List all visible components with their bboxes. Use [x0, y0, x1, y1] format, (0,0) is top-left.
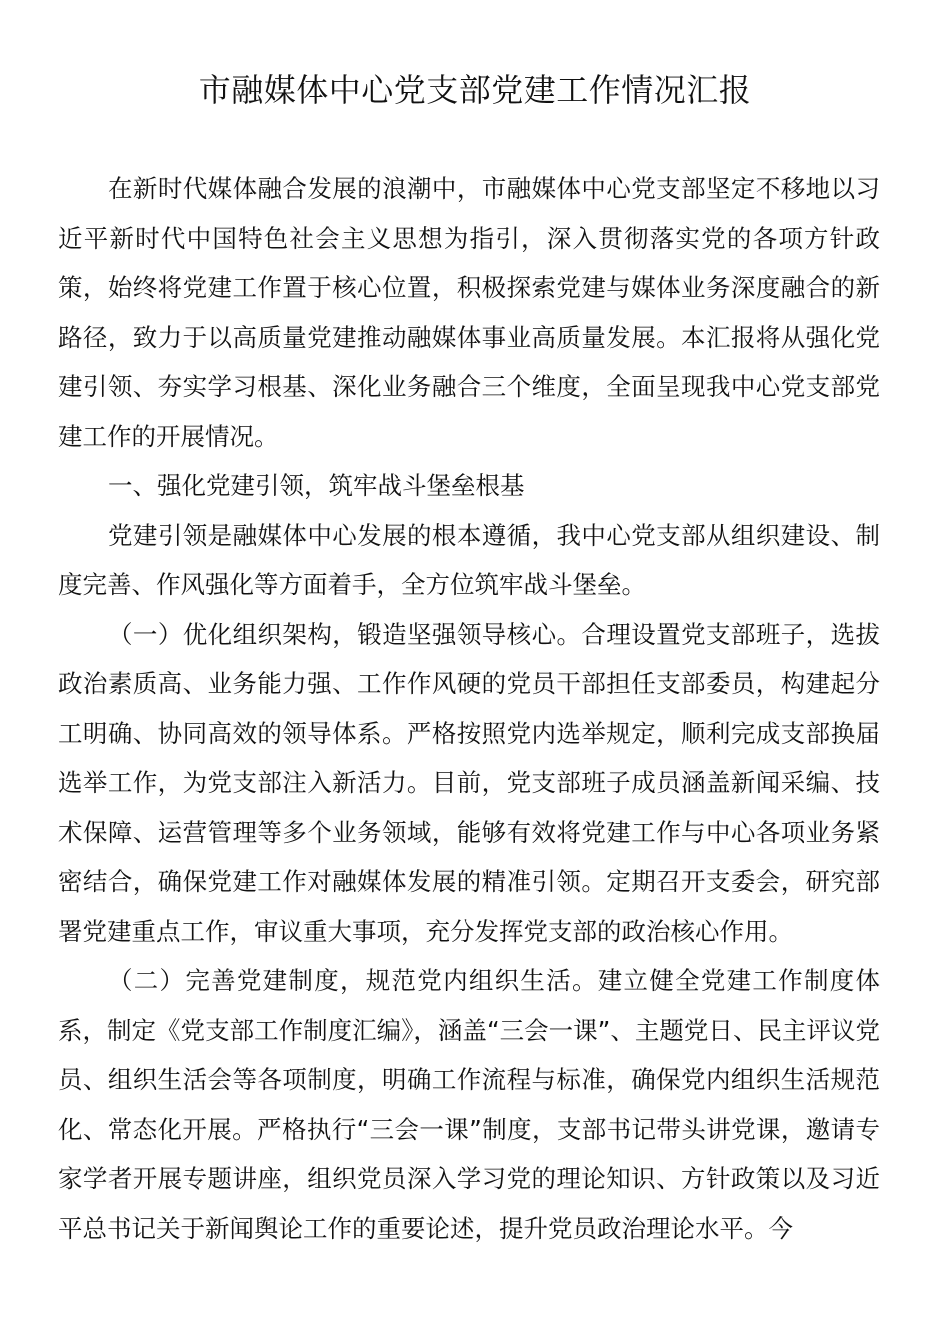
subsection-2-paragraph: （二）完善党建制度，规范党内组织生活。建立健全党建工作制度体系，制定《党支部工作制度汇编》，涵盖“三会一课”、主题党日、民主评议党员、组织生活会等各项制度，明确工作流程与标准，确保党内组织生活规范化、常态化开展。严格执行“三会一课”制度，支部书记带头讲党课，邀请专家学者开展专题讲座，组织党员深入学习党的理论知识、方针政策以及习近平总书记关于新闻舆论工作的重要论述，提升党员政治理论水平。今 — [58, 966, 880, 1243]
intro-paragraph: 在新时代媒体融合发展的浪潮中，市融媒体中心党支部坚定不移地以习近平新时代中国特色社会主义思想为指引，深入贯彻落实党的各项方针政策，始终将党建工作置于核心位置，积极探索党建与媒体业务深度融合的新路径，致力于以高质量党建推动融媒体事业高质量发展。本汇报将从强化党建引领、夯实学习根基、深化业务融合三个维度，全面呈现我中心党支部党建工作的开展情况。 — [58, 174, 880, 451]
section-heading-1: 一、强化党建引领，筑牢战斗堡垒根基 — [108, 471, 525, 500]
document-title: 市融媒体中心党支部党建工作情况汇报 — [198, 71, 752, 109]
section-1-intro-paragraph: 党建引领是融媒体中心发展的根本遵循，我中心党支部从组织建设、制度完善、作风强化等方面着手，全方位筑牢战斗堡垒。 — [58, 520, 880, 599]
document-body — [58, 164, 880, 1253]
subsection-1-paragraph: （一）优化组织架构，锻造坚强领导核心。合理设置党支部班子，选拔政治素质高、业务能力强、工作作风硬的党员干部担任支部委员，构建起分工明确、协同高效的领导体系。严格按照党内选举规定，顺利完成支部换届选举工作，为党支部注入新活力。目前，党支部班子成员涵盖新闻采编、技术保障、运营管理等多个业务领域，能够有效将党建工作与中心各项业务紧密结合，确保党建工作对融媒体发展的精准引领。定期召开支委会，研究部署党建重点工作，审议重大事项，充分发挥党支部的政治核心作用。 — [58, 619, 880, 946]
